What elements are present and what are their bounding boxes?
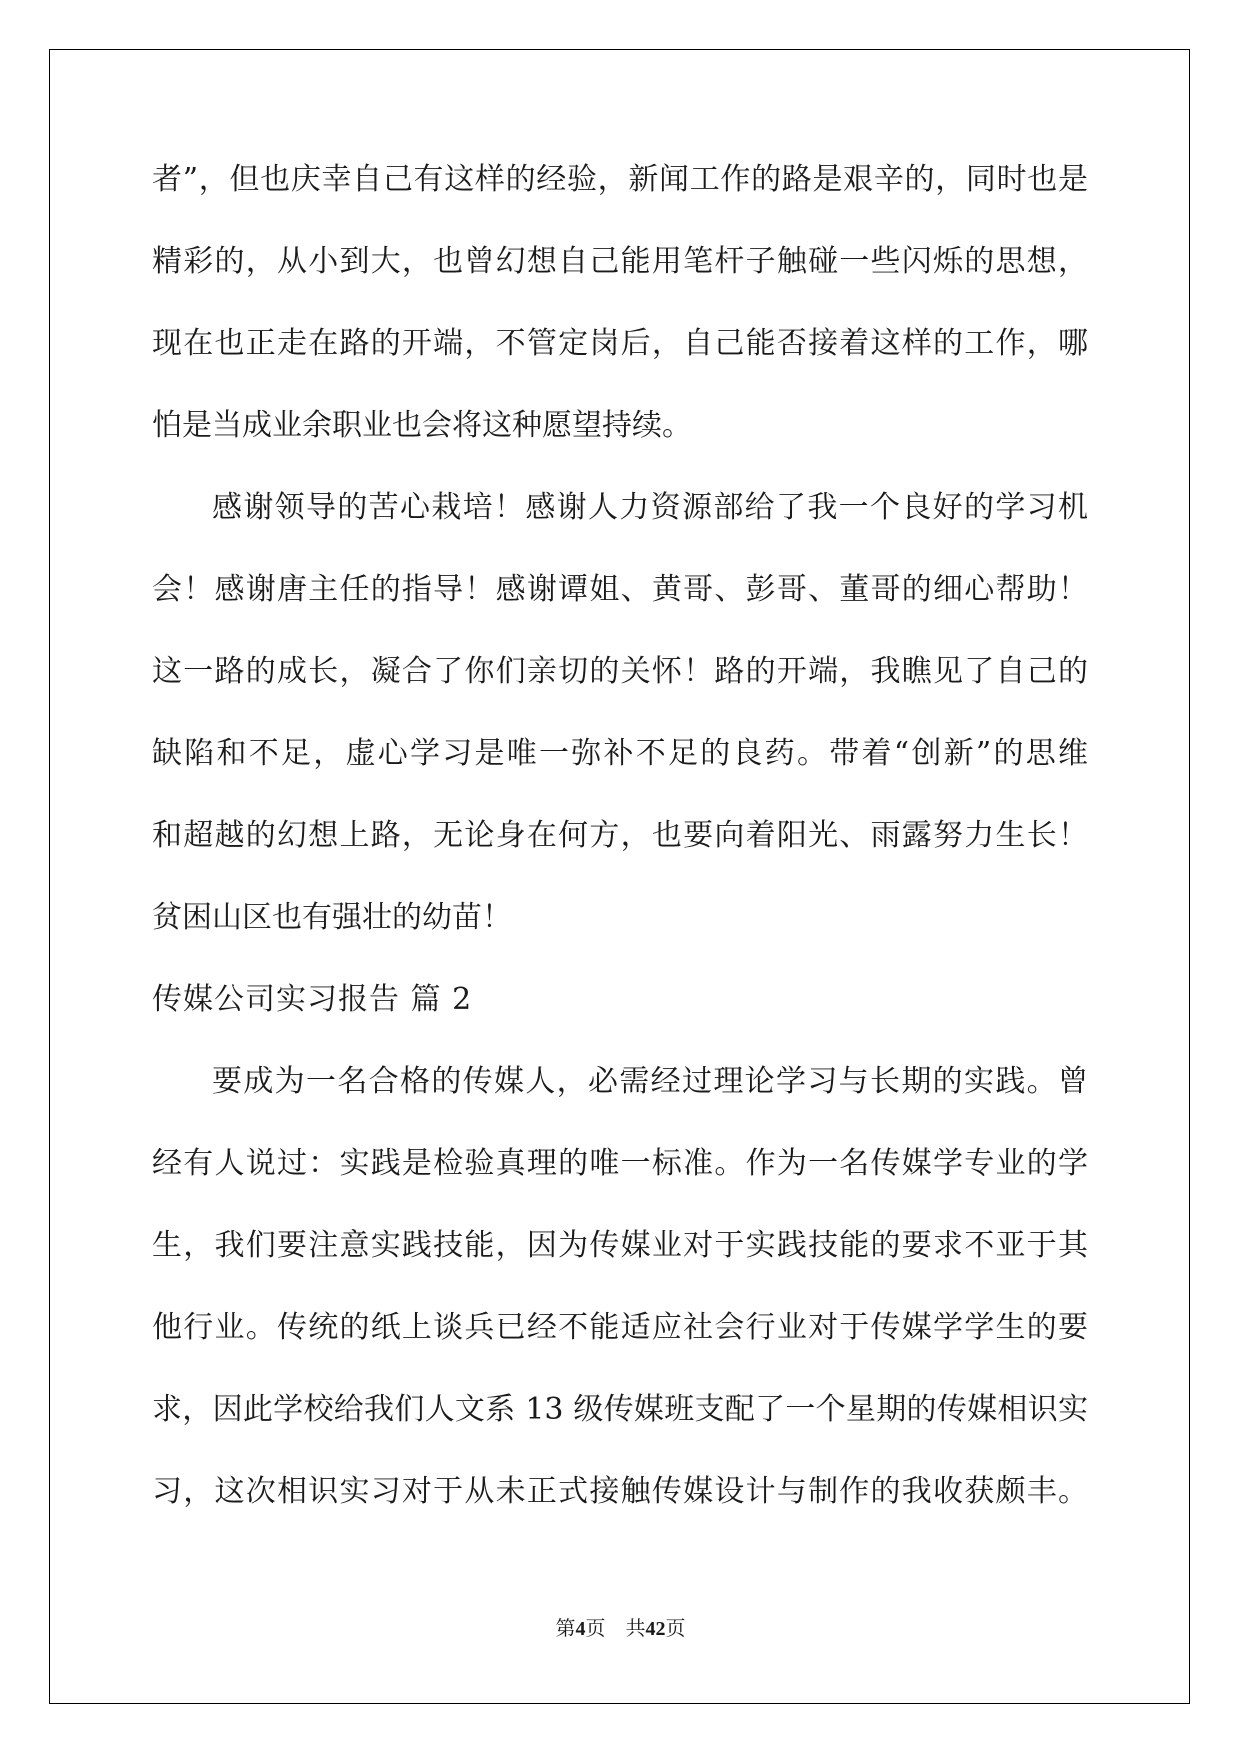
page-footer [0, 1612, 1241, 1641]
footer-page-suffix: 页 [585, 1618, 606, 1640]
footer-total-prefix: 共 [625, 1618, 646, 1640]
page-number: 4 [575, 1618, 586, 1640]
text-line: 要成为一名合格的传媒人，必需经过理论学习与长期的实践。曾 [212, 1064, 1088, 1099]
text-line: 这一路的成长，凝合了你们亲切的关怀！路的开端，我瞧见了自己的 [152, 654, 1088, 689]
text-line: 生，我们要注意实践技能，因为传媒业对于实践技能的要求不亚于其 [152, 1228, 1088, 1263]
total-pages: 42 [645, 1618, 666, 1640]
footer-prefix: 第 [555, 1618, 576, 1640]
footer-total-suffix: 页 [665, 1618, 686, 1640]
text-line: 和超越的幻想上路，无论身在何方，也要向着阳光、雨露努力生长！ [152, 818, 1088, 853]
text-line: 怕是当成业余职业也会将这种愿望持续。 [152, 408, 692, 443]
document-body [152, 160, 1088, 1512]
text-line: 习，这次相识实习对于从未正式接触传媒设计与制作的我收获颇丰。 [152, 1474, 1088, 1509]
text-line: 贫困山区也有强壮的幼苗！ [152, 900, 512, 935]
paragraph-2 [152, 488, 1088, 938]
paragraph-1 [152, 160, 1088, 446]
text-line: 他行业。传统的纸上谈兵已经不能适应社会行业对于传媒学学生的要 [152, 1310, 1088, 1345]
text-line: 经有人说过：实践是检验真理的唯一标准。作为一名传媒学专业的学 [152, 1146, 1088, 1181]
text-line: 现在也正走在路的开端，不管定岗后，自己能否接着这样的工作，哪 [152, 326, 1088, 361]
text-line: 会！感谢唐主任的指导！感谢谭姐、黄哥、彭哥、董哥的细心帮助！ [152, 572, 1088, 607]
text-line: 求，因此学校给我们人文系 13 级传媒班支配了一个星期的传媒相识实 [152, 1392, 1088, 1427]
section-heading: 传媒公司实习报告 篇 2 [152, 982, 473, 1017]
text-line: 者”，但也庆幸自己有这样的经验，新闻工作的路是艰辛的，同时也是 [152, 162, 1088, 197]
text-line: 感谢领导的苦心栽培！感谢人力资源部给了我一个良好的学习机 [212, 490, 1088, 525]
text-line: 缺陷和不足，虚心学习是唯一弥补不足的良药。带着“创新”的思维 [152, 736, 1088, 771]
text-line: 精彩的，从小到大，也曾幻想自己能用笔杆子触碰一些闪烁的思想， [152, 244, 1088, 279]
paragraph-3 [152, 1062, 1088, 1512]
